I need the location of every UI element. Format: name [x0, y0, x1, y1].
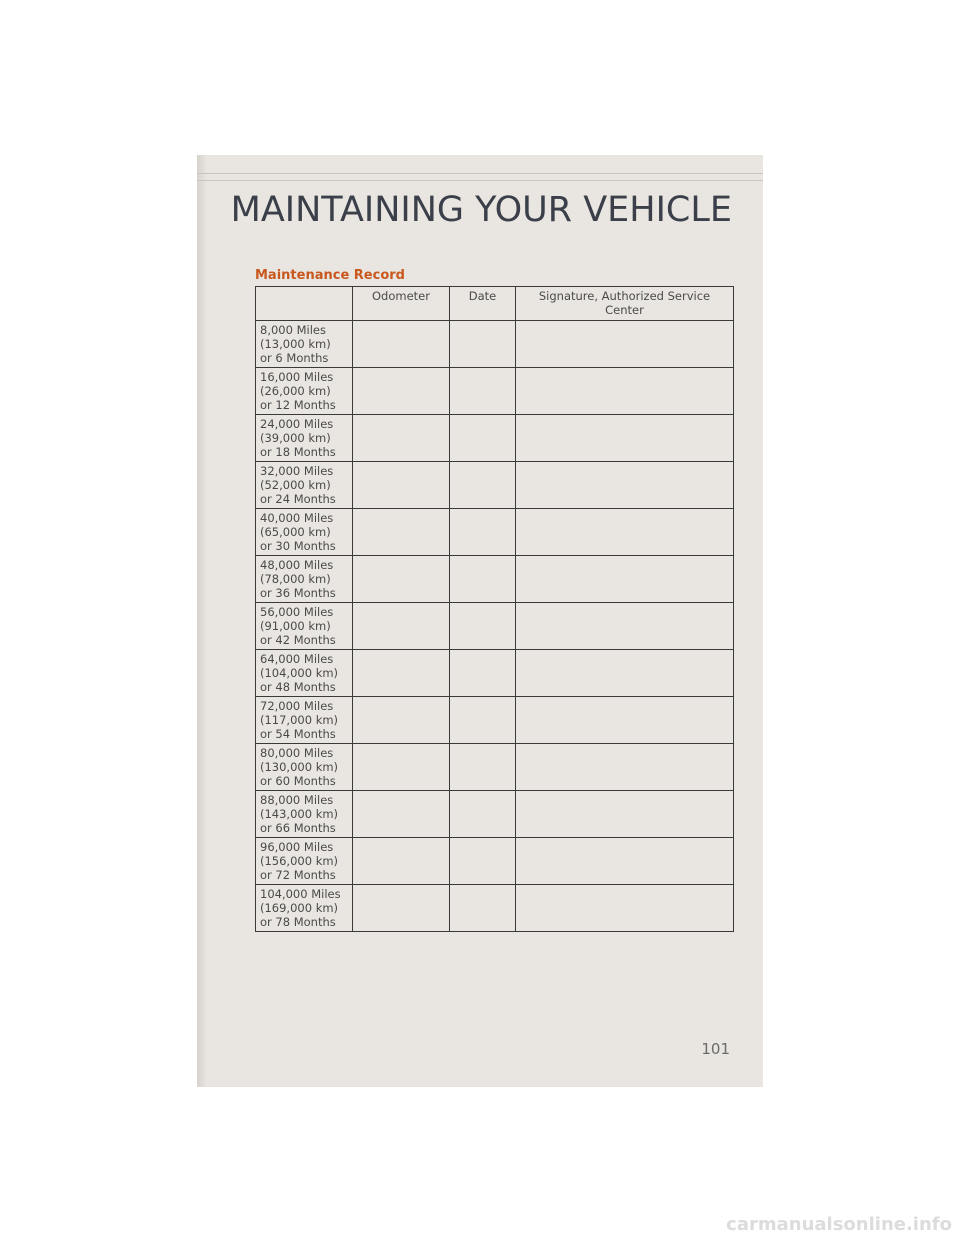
interval-miles: 40,000 Miles: [260, 511, 334, 525]
odometer-cell: [353, 368, 450, 415]
interval-cell: [256, 697, 353, 744]
interval-months: or 30 Months: [260, 539, 336, 553]
interval-km: (78,000 km): [260, 572, 331, 586]
column-header-date: Date: [450, 287, 516, 321]
signature-cell: [516, 838, 734, 885]
table-row: [256, 791, 734, 838]
interval-cell: [256, 603, 353, 650]
odometer-cell: [353, 415, 450, 462]
interval-months: or 24 Months: [260, 492, 336, 506]
interval-km: (52,000 km): [260, 478, 331, 492]
interval-miles: 80,000 Miles: [260, 746, 334, 760]
signature-cell: [516, 791, 734, 838]
header-rule-top: [197, 173, 763, 174]
table-row: [256, 744, 734, 791]
interval-miles: 96,000 Miles: [260, 840, 334, 854]
table-row: [256, 509, 734, 556]
date-cell: [450, 603, 516, 650]
interval-cell: [256, 885, 353, 932]
section-heading: Maintenance Record: [255, 268, 405, 283]
interval-cell: [256, 509, 353, 556]
interval-miles: 88,000 Miles: [260, 793, 334, 807]
interval-miles: 48,000 Miles: [260, 558, 334, 572]
table-row: [256, 697, 734, 744]
interval-miles: 104,000 Miles: [260, 887, 341, 901]
interval-miles: 8,000 Miles: [260, 323, 326, 337]
interval-cell: [256, 838, 353, 885]
interval-months: or 78 Months: [260, 915, 336, 929]
interval-cell: [256, 744, 353, 791]
odometer-cell: [353, 603, 450, 650]
table-row: [256, 415, 734, 462]
interval-months: or 54 Months: [260, 727, 336, 741]
header-rule-bottom: [197, 180, 763, 181]
interval-cell: [256, 791, 353, 838]
interval-km: (13,000 km): [260, 337, 331, 351]
date-cell: [450, 838, 516, 885]
column-header-odometer: Odometer: [353, 287, 450, 321]
interval-miles: 32,000 Miles: [260, 464, 334, 478]
table-body: [256, 321, 734, 932]
date-cell: [450, 791, 516, 838]
signature-cell: [516, 556, 734, 603]
interval-cell: [256, 556, 353, 603]
date-cell: [450, 885, 516, 932]
chapter-title: MAINTAINING YOUR VEHICLE: [230, 190, 732, 230]
interval-km: (104,000 km): [260, 666, 339, 680]
date-cell: [450, 509, 516, 556]
interval-miles: 56,000 Miles: [260, 605, 334, 619]
date-cell: [450, 556, 516, 603]
interval-km: (156,000 km): [260, 854, 339, 868]
table-row: [256, 650, 734, 697]
interval-km: (169,000 km): [260, 901, 339, 915]
table-row: [256, 462, 734, 509]
signature-cell: [516, 650, 734, 697]
interval-months: or 48 Months: [260, 680, 336, 694]
table-row: [256, 321, 734, 368]
date-cell: [450, 415, 516, 462]
odometer-cell: [353, 509, 450, 556]
interval-km: (91,000 km): [260, 619, 331, 633]
column-header-interval: [256, 287, 353, 321]
odometer-cell: [353, 697, 450, 744]
odometer-cell: [353, 462, 450, 509]
watermark-text: carmanualsonline.info: [726, 1214, 952, 1235]
odometer-cell: [353, 838, 450, 885]
signature-cell: [516, 509, 734, 556]
interval-months: or 36 Months: [260, 586, 336, 600]
interval-cell: [256, 368, 353, 415]
date-cell: [450, 462, 516, 509]
table-row: [256, 603, 734, 650]
odometer-cell: [353, 321, 450, 368]
interval-cell: [256, 462, 353, 509]
interval-months: or 6 Months: [260, 351, 329, 365]
interval-cell: [256, 415, 353, 462]
page-number: 101: [701, 1040, 730, 1058]
signature-cell: [516, 462, 734, 509]
maintenance-record-table: [255, 286, 734, 932]
interval-months: or 60 Months: [260, 774, 336, 788]
interval-cell: [256, 321, 353, 368]
signature-cell: [516, 368, 734, 415]
signature-cell: [516, 603, 734, 650]
odometer-cell: [353, 650, 450, 697]
interval-months: or 66 Months: [260, 821, 336, 835]
date-cell: [450, 650, 516, 697]
date-cell: [450, 321, 516, 368]
signature-cell: [516, 415, 734, 462]
interval-km: (117,000 km): [260, 713, 339, 727]
interval-miles: 16,000 Miles: [260, 370, 334, 384]
table-row: [256, 838, 734, 885]
interval-km: (143,000 km): [260, 807, 339, 821]
date-cell: [450, 697, 516, 744]
interval-miles: 64,000 Miles: [260, 652, 334, 666]
table-row: [256, 885, 734, 932]
signature-cell: [516, 321, 734, 368]
odometer-cell: [353, 791, 450, 838]
manual-page: [197, 155, 763, 1087]
interval-km: (26,000 km): [260, 384, 331, 398]
column-header-signature: Signature, Authorized Service Center: [516, 287, 734, 321]
interval-miles: 72,000 Miles: [260, 699, 334, 713]
interval-months: or 18 Months: [260, 445, 336, 459]
interval-km: (65,000 km): [260, 525, 331, 539]
page-edge-shadow: [197, 155, 207, 1087]
odometer-cell: [353, 556, 450, 603]
date-cell: [450, 744, 516, 791]
table-row: [256, 368, 734, 415]
interval-cell: [256, 650, 353, 697]
interval-months: or 42 Months: [260, 633, 336, 647]
table-row: [256, 556, 734, 603]
interval-km: (130,000 km): [260, 760, 339, 774]
signature-cell: [516, 697, 734, 744]
odometer-cell: [353, 885, 450, 932]
signature-cell: [516, 744, 734, 791]
signature-cell: [516, 885, 734, 932]
interval-months: or 12 Months: [260, 398, 336, 412]
odometer-cell: [353, 744, 450, 791]
interval-km: (39,000 km): [260, 431, 331, 445]
date-cell: [450, 368, 516, 415]
interval-months: or 72 Months: [260, 868, 336, 882]
interval-miles: 24,000 Miles: [260, 417, 334, 431]
table-header-row: [256, 287, 734, 321]
